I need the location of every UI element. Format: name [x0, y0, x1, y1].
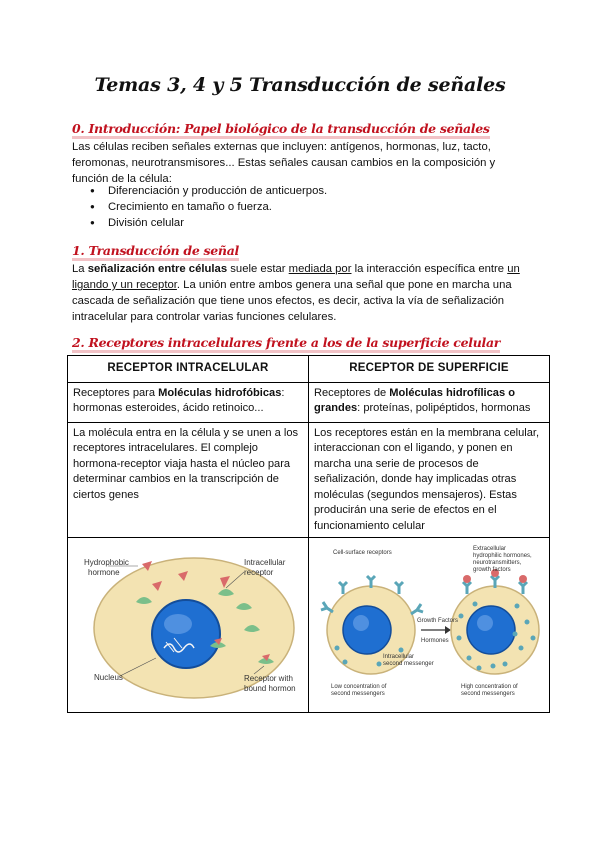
- label-bound-hormone: bound hormon: [244, 684, 296, 693]
- section-0-paragraph: Las células reciben señales externas que incluyen: antígenos, hormonas, luz, tacto, feromonas, neurotransmisores... Estas señales causan cambios en la composición y función de la célula:: [72, 141, 496, 185]
- section-1-paragraph: La señalización entre células suele estar mediada por la interacción específica entre un ligando y un receptor. La unión entre ambos genera una señal que pone en marcha una cascada de señalización que tiene unos efectos, es decir, activa la vía de señalización intracelular para controlar varias funciones celulares.: [72, 263, 520, 323]
- list-item: ● Diferenciación y producción de anticuerpos.: [90, 183, 327, 199]
- label-high-2: second messengers: [461, 691, 515, 697]
- label-extracellular-4: growth factors: [473, 567, 511, 573]
- column-header-surface: RECEPTOR DE SUPERFICIE: [309, 356, 550, 383]
- section-0-heading: 0. Introducción: Papel biológico de la transducción de señales: [72, 121, 490, 136]
- label-intracellular-sm-2: second messenger: [383, 661, 434, 667]
- section-0-bullet-list: [90, 183, 327, 231]
- label-low-2: second messengers: [331, 691, 385, 697]
- table-cell: Los receptores están en la membrana celular, interaccionan con el ligando, y ponen en marcha una serie de procesos de señalización, donde hay implicadas otras moléculas (segundos mensajeros). Estas producirán una serie de efectos en el funcionamiento celular: [309, 422, 550, 538]
- section-2-heading: 2. Receptores intracelulares frente a los de la superficie celular: [72, 335, 500, 350]
- hormone-icon: [519, 575, 527, 583]
- label-extracellular-3: neurotransmitters,: [473, 560, 522, 566]
- nucleus-shape: [343, 606, 391, 654]
- section-1-heading: 1. Transducción de señal: [72, 243, 239, 258]
- table-cell: Receptores de Moléculas hidrofílicas o grandes: proteínas, polipéptidos, hormonas: [309, 382, 550, 422]
- table-cell: La molécula entra en la célula y se unen a los receptores intracelulares. El complejo hormona-receptor viaja hasta el núcleo para determinar cambios en la transcripción de ciertos genes: [68, 422, 309, 538]
- list-item: ● Crecimiento en tamaño o fuerza.: [90, 199, 327, 215]
- label-low-1: Low concentration of: [331, 684, 387, 690]
- intracellular-receptor-diagram: [68, 538, 308, 706]
- nucleus-shape: [152, 600, 220, 668]
- intracellular-receptor-figure-cell: [68, 538, 309, 713]
- label-growth-factors: Growth Factors: [417, 618, 459, 624]
- hormone-icon: [463, 575, 471, 583]
- column-header-intracellular: RECEPTOR INTRACELULAR: [68, 356, 309, 383]
- label-extracellular-2: hydrophilic hormones,: [473, 553, 532, 559]
- label-hormones: Hormones: [421, 638, 449, 644]
- label-intracellular-sm-1: Intracellular: [383, 654, 415, 660]
- arrow-icon: [445, 626, 451, 634]
- surface-receptor-figure-cell: [309, 538, 550, 713]
- label-receptor: receptor: [244, 568, 274, 577]
- label-high-1: High concentration of: [461, 684, 518, 690]
- nucleus-shape: [467, 606, 515, 654]
- label-hydrophobic: Hydrophobic: [84, 558, 129, 567]
- label-hormone: hormone: [88, 568, 120, 577]
- label-intracellular: Intracellular: [244, 558, 286, 567]
- page-title: Temas 3, 4 y 5 Transducción de señales: [94, 74, 506, 96]
- label-nucleus: Nucleus: [94, 673, 123, 682]
- surface-receptor-diagram: [309, 538, 549, 706]
- label-cell-surface: Cell-surface receptors: [333, 550, 392, 556]
- list-item: ● División celular: [90, 215, 327, 231]
- label-receptor-with: Receptor with: [244, 674, 293, 683]
- label-extracellular-1: Extracellular: [473, 546, 507, 552]
- receptor-comparison-table: [67, 355, 550, 713]
- table-cell: Receptores para Moléculas hidrofóbicas: hormonas esteroides, ácido retinoico...: [68, 382, 309, 422]
